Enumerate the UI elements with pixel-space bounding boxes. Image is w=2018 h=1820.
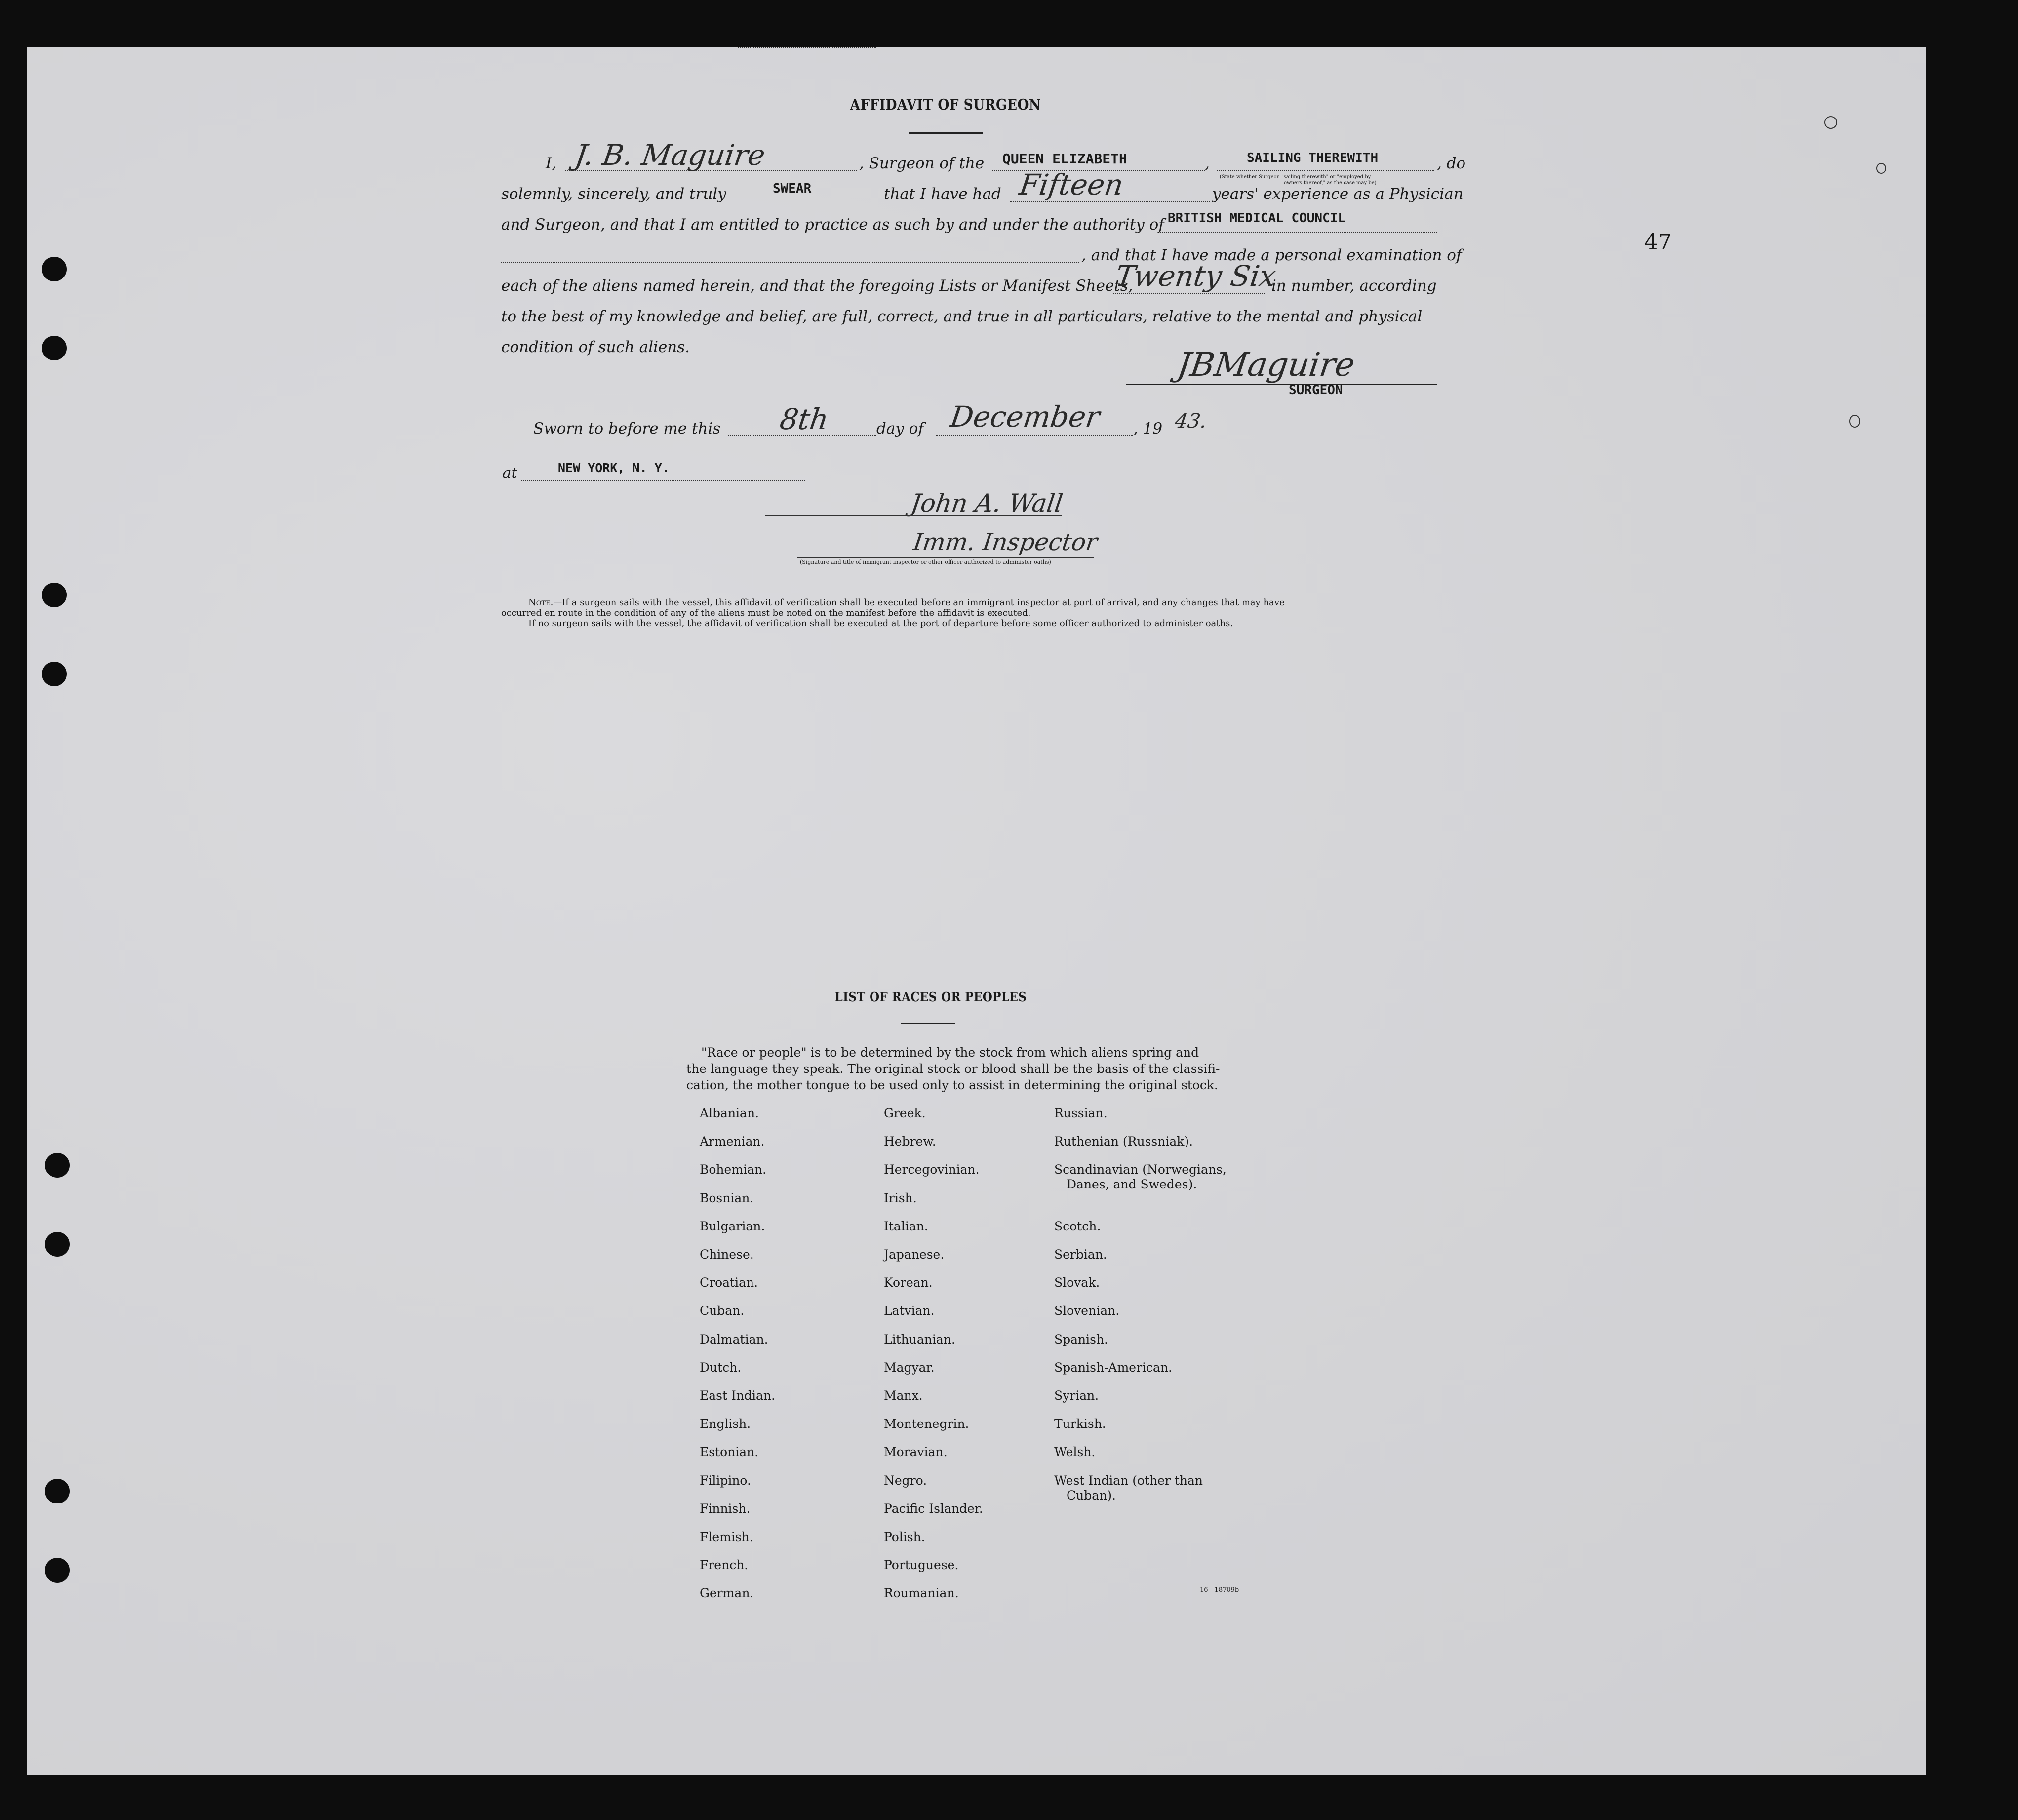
race-item: Montenegrin. [884,1417,969,1431]
race-item: Japanese. [884,1247,945,1262]
officer-title-handwritten: Imm. Inspector [911,528,1100,556]
race-item: English. [700,1417,751,1431]
blank-line [1113,293,1266,294]
race-item: Hebrew. [884,1134,936,1149]
punch-hole [42,583,67,607]
race-item: Bosnian. [700,1190,754,1205]
sworn-location: NEW YORK, N. Y. [558,461,670,475]
race-item: Flemish. [700,1530,753,1544]
race-item: Greek. [884,1106,926,1120]
race-item: Cuban). [1067,1488,1116,1503]
race-item: West Indian (other than [1054,1473,1203,1488]
affidavit-note-line2: occurred en route in the condition of any of the aliens must be noted on the manifest before the affidavit is executed. [501,608,1031,618]
blank-line [1160,232,1437,233]
scan-mark [1849,415,1860,428]
affidavit-text: Sworn to before me this [533,420,721,437]
race-item: Polish. [884,1530,925,1544]
affidavit-text: day of [876,420,924,437]
officer-signature: John A. Wall [909,489,1065,517]
affidavit-text: condition of such aliens. [501,338,690,356]
affidavit-text: each of the aliens named herein, and that the foregoing Lists or Manifest Sheets, [501,277,1133,295]
race-item: Irish. [884,1190,917,1205]
race-item: Scandinavian (Norwegians, [1054,1162,1227,1177]
race-item: Danes, and Swedes). [1067,1177,1197,1192]
document-page [27,47,1926,1775]
race-item: Turkish. [1054,1417,1106,1431]
race-item: Spanish-American. [1054,1360,1172,1375]
affidavit-text: years' experience as a Physician [1212,185,1464,203]
race-item: Cuban. [700,1304,745,1318]
years-handwritten: Fifteen [1017,168,1126,201]
affidavit-text: solemnly, sincerely, and truly [501,185,726,203]
race-item: Croatian. [700,1275,758,1290]
blank-line [936,435,1133,436]
title-rule [909,132,983,134]
race-item: Italian. [884,1219,928,1233]
punch-hole [42,257,67,281]
races-intro-line: cation, the mother tongue to be used only to assist in determining the original stock. [686,1078,1218,1092]
sailing-status: SAILING THEREWITH [1247,151,1379,165]
race-item: Ruthenian (Russniak). [1054,1134,1193,1149]
blank-line [738,47,876,48]
surgeon-signature: JBMaguire [1175,346,1357,384]
form-number: 16—18709b [1200,1586,1239,1594]
affidavit-title: AFFIDAVIT OF SURGEON [850,96,1041,114]
affidavit-note-line3: If no surgeon sails with the vessel, the affidavit of verification shall be executed at the port of departure before some officer authorized to administer oaths. [528,618,1233,629]
sheets-handwritten: Twenty Six [1113,259,1278,293]
races-intro-line: "Race or people" is to be determined by the stock from which aliens spring and [701,1045,1199,1060]
race-item: Magyar. [884,1360,935,1375]
race-item: Dalmatian. [700,1332,768,1346]
affidavit-text: and Surgeon, and that I am entitled to practice as such by and under the authority of [501,216,1164,234]
affidavit-text: to the best of my knowledge and belief, are full, correct, and true in all particulars, relative to the mental and physical [501,308,1423,325]
punch-hole [45,1479,70,1503]
races-title: LIST OF RACES OR PEOPLES [834,990,1027,1005]
race-item: Slovenian. [1054,1304,1120,1318]
affidavit-text: , [1205,155,1210,172]
signature-rule [765,515,1062,516]
race-item: Portuguese. [884,1558,959,1573]
race-item: Chinese. [700,1247,754,1262]
race-item: Slovak. [1054,1275,1100,1290]
race-item: Filipino. [700,1473,751,1488]
race-item: Finnish. [700,1501,751,1516]
race-item: Negro. [884,1473,927,1488]
oath-word: SWEAR [773,181,812,196]
race-item: Syrian. [1054,1388,1099,1403]
affidavit-text: in number, according [1271,277,1437,295]
affidavit-text: at [502,464,517,482]
blank-line [501,262,1079,263]
sailing-note: (State whether Surgeon "sailing therewith" or "employed by [1220,174,1371,180]
race-item: Scotch. [1054,1219,1101,1233]
blank-line [1217,170,1434,171]
race-item: Korean. [884,1275,933,1290]
races-title-rule [901,1023,955,1024]
blank-line [521,480,805,481]
vessel-name: QUEEN ELIZABETH [1002,151,1127,167]
signature-rule [797,557,1094,558]
race-item: Lithuanian. [884,1332,955,1346]
page-number: 47 [1644,230,1672,255]
officer-caption: (Signature and title of immigrant inspector or other officer authorized to administer oaths) [800,559,1051,565]
race-item: Serbian. [1054,1247,1107,1262]
punch-hole [45,1558,70,1583]
scan-mark [1876,163,1886,174]
affidavit-text: , do [1437,155,1466,172]
sworn-year-handwritten: 43. [1173,410,1208,433]
scan-mark [1824,116,1837,129]
race-item: Albanian. [700,1106,759,1120]
race-item: Manx. [884,1388,923,1403]
race-item: Bohemian. [700,1162,766,1177]
races-intro-line: the language they speak. The original stock or blood shall be the basis of the classifi- [686,1062,1220,1076]
race-item: Latvian. [884,1304,935,1318]
punch-hole [45,1153,70,1178]
race-item: French. [700,1558,749,1573]
signature-rule [1126,384,1437,385]
punch-hole [42,336,67,360]
race-item: Roumanian. [884,1586,959,1601]
punch-hole [45,1232,70,1257]
race-item: East Indian. [700,1388,775,1403]
authority-name: BRITISH MEDICAL COUNCIL [1168,211,1346,226]
affidavit-text: , 19 [1133,420,1163,437]
race-item: Welsh. [1054,1445,1096,1460]
race-item: Moravian. [884,1445,948,1460]
race-item: Estonian. [700,1445,759,1460]
affidavit-text: I, [546,155,557,172]
race-item: Hercegovinian. [884,1162,980,1177]
race-item: Russian. [1054,1106,1108,1120]
race-item: Dutch. [700,1360,742,1375]
race-item: Armenian. [700,1134,765,1149]
sworn-day-handwritten: 8th [778,402,831,436]
race-item: Pacific Islander. [884,1501,983,1516]
race-item: Spanish. [1054,1332,1108,1346]
surgeon-name-handwritten: J. B. Maguire [573,138,767,172]
affidavit-text: , and that I have made a personal examination of [1081,246,1462,264]
race-item: Bulgarian. [700,1219,765,1233]
surgeon-label: SURGEON [1289,383,1343,397]
affidavit-text: , Surgeon of the [859,155,985,172]
race-item: German. [700,1586,754,1601]
sworn-month-handwritten: December [948,400,1102,434]
affidavit-text: that I have had [884,185,1001,203]
punch-hole [42,662,67,686]
affidavit-note-line1: Note.—If a surgeon sails with the vessel, this affidavit of verification shall be executed before an immigrant inspector at port of arrival, and any changes that may have [528,597,1285,608]
sailing-note: owners thereof," as the case may be) [1284,180,1377,186]
